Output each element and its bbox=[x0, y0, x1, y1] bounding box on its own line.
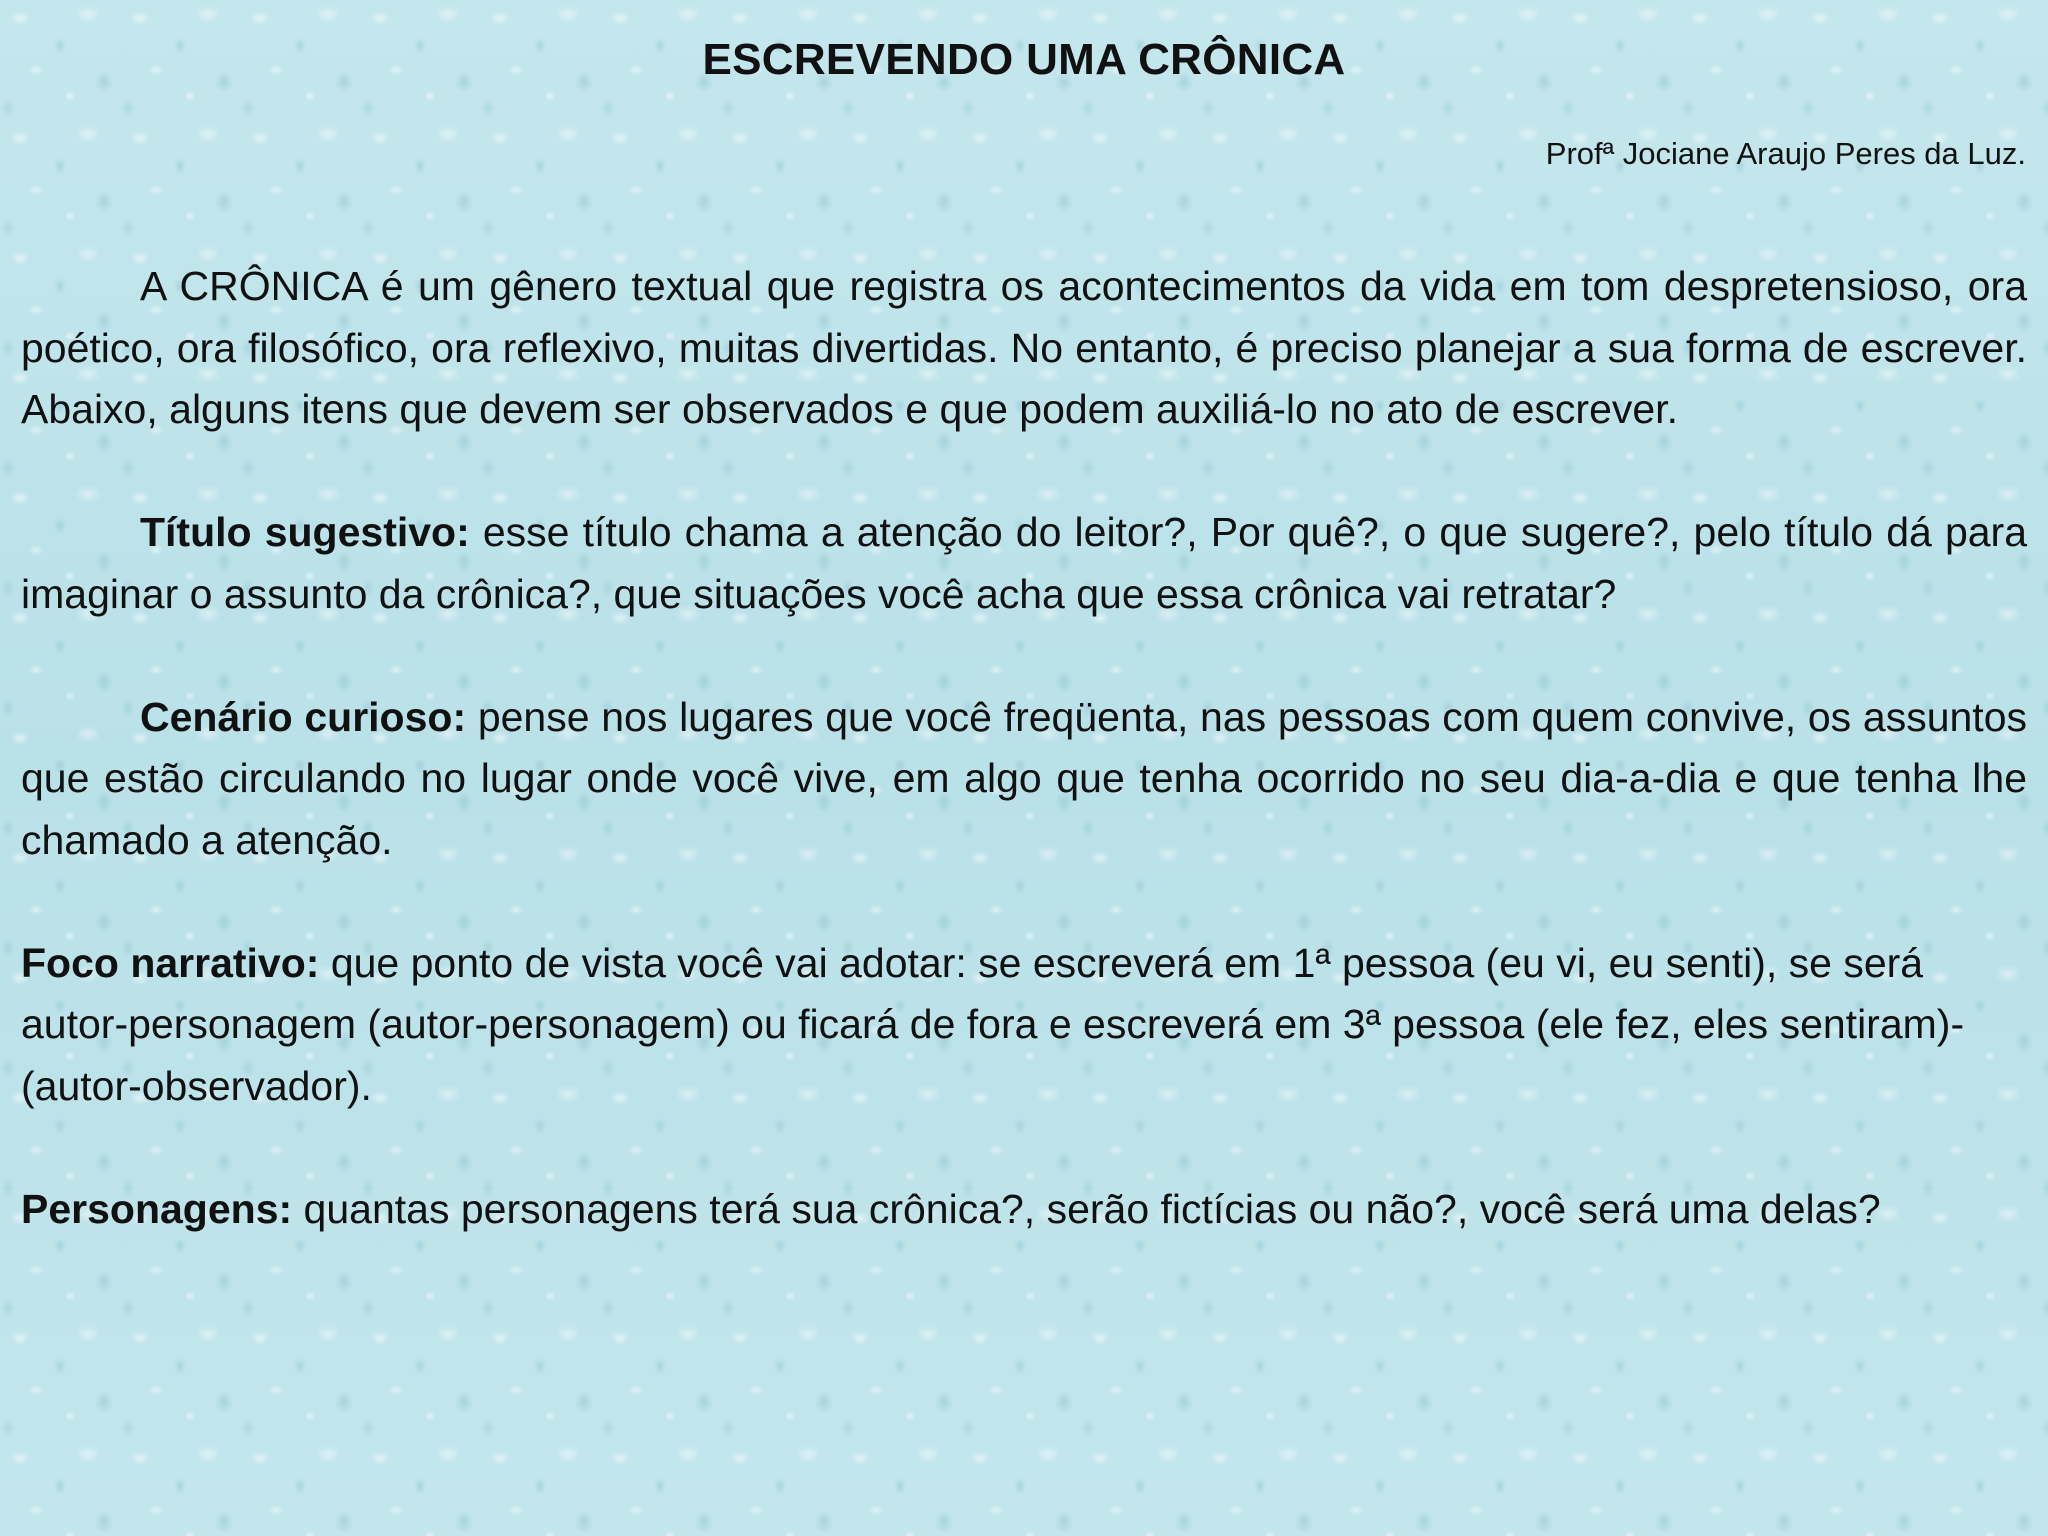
item-label: Título sugestivo: bbox=[140, 509, 470, 555]
intro-paragraph: A CRÔNICA é um gênero textual que registra os acontecimentos da vida em tom despretensioso, ora poético, ora filosófico, ora reflexivo, muitas divertidas. No entanto, é preciso planejar a sua forma de escrever. Abaixo, alguns itens que devem ser observados e que podem auxiliá-lo no ato de escrever. bbox=[21, 263, 2027, 432]
slide-body bbox=[21, 256, 2027, 1302]
item-text: pense nos lugares que você freqüenta, nas pessoas com quem convive, os assuntos que estão circulando no lugar onde você vive, em algo que tenha ocorrido no seu dia-a-dia e que tenha lhe chamado a atenção. bbox=[21, 693, 2027, 863]
author-credit: Profª Jociane Araujo Peres da Luz. bbox=[1545, 136, 2026, 171]
page-title: ESCREVENDO UMA CRÔNICA bbox=[702, 35, 1346, 84]
item-label: Cenário curioso: bbox=[140, 693, 467, 740]
item-titulo-sugestivo bbox=[21, 502, 2027, 625]
item-foco-narrativo bbox=[21, 933, 2027, 1118]
item-personagens bbox=[21, 1179, 2027, 1241]
item-text: quantas personagens terá sua crônica?, serão fictícias ou não?, você será uma delas? bbox=[292, 1185, 1881, 1232]
item-label: Foco narrativo: bbox=[21, 939, 320, 986]
item-text: esse título chama a atenção do leitor?, Por quê?, o que sugere?, pelo título dá para imaginar o assunto da crônica?, que situações você acha que essa crônica vai retratar? bbox=[21, 509, 2028, 617]
item-text: que ponto de vista você vai adotar: se escreverá em 1ª pessoa (eu vi, eu senti), se será autor-personagem (autor-personagem) ou ficará de fora e escreverá em 3ª pessoa (ele fez, eles sentiram)- (autor-observador). bbox=[21, 939, 1965, 1109]
item-cenario-curioso bbox=[21, 687, 2027, 872]
item-label: Personagens: bbox=[21, 1185, 293, 1232]
